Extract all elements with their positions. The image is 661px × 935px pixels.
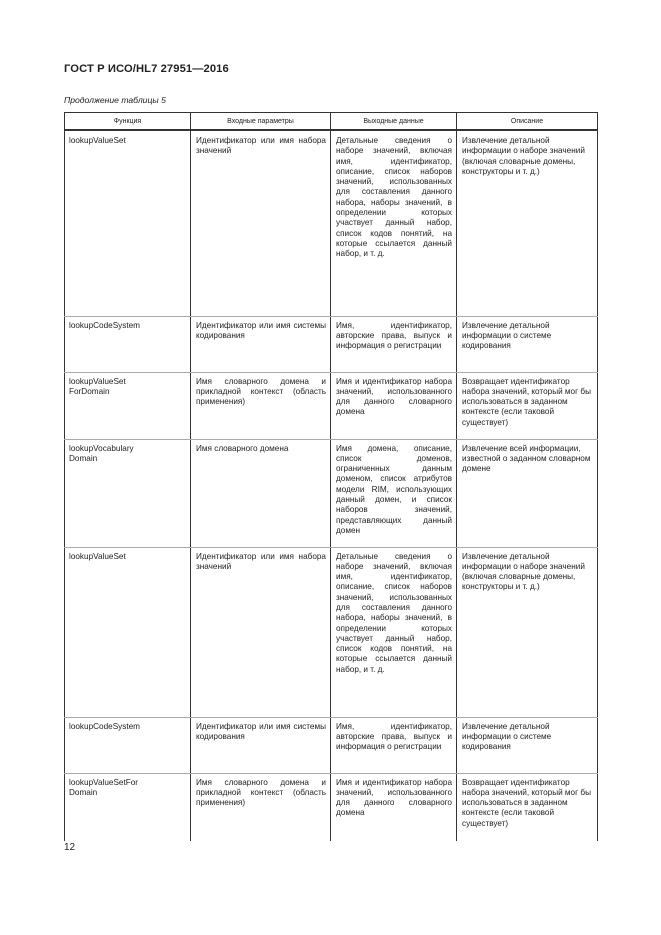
table-header-row: [65, 113, 598, 131]
column-header-function: Функция: [65, 113, 191, 131]
function-cell: lookupCodeSystem: [65, 717, 191, 773]
column-header-description: Описание: [457, 113, 598, 131]
input-cell: Имя словарного домена: [191, 439, 331, 547]
output-cell: Имя и идентификатор набора значений, использованного для данного словарного домена: [331, 372, 457, 439]
function-cell: lookupValueSetFor Domain: [65, 773, 191, 841]
description-cell: Извлечение детальной информации о наборе значений (включая словарные домены, конструкторы и т. д.): [457, 547, 598, 717]
description-cell: Извлечение детальной информации о наборе значений (включая словарные домены, конструкторы и т. д.): [457, 130, 598, 316]
input-cell: Идентификатор или имя набора значений: [191, 130, 331, 316]
input-cell: Имя словарного домена и прикладной контекст (область применения): [191, 372, 331, 439]
output-cell: Имя, идентификатор, авторские права, выпуск и информация о регистрации: [331, 316, 457, 372]
function-cell: lookupValueSet: [65, 547, 191, 717]
description-cell: Извлечение детальной информации о системе кодирования: [457, 316, 598, 372]
table-row: [65, 130, 598, 316]
page-number: 12: [64, 842, 76, 853]
input-cell: Идентификатор или имя системы кодирования: [191, 316, 331, 372]
description-cell: Извлечение детальной информации о системе кодирования: [457, 717, 598, 773]
table-row: [65, 316, 598, 372]
description-cell: Возвращает идентификатор набора значений, который мог бы использоваться в заданном контексте (если таковой существует): [457, 372, 598, 439]
table-row: [65, 372, 598, 439]
input-cell: Идентификатор или имя набора значений: [191, 547, 331, 717]
output-cell: Детальные сведения о наборе значений, включая имя, идентификатор, описание, список наборов значений, использованных для составления данного набора, наборы значений, в определении которых участвует данный набор, список кодов понятий, на которые ссылается данный набор, и т. д.: [331, 130, 457, 316]
function-cell: lookupValueSet: [65, 130, 191, 316]
table-caption: Продолжение таблицы 5: [64, 95, 166, 105]
output-cell: Детальные сведения о наборе значений, включая имя, идентификатор, описание, список наборов значений, использованных для составления данного набора, наборы значений, в определении которых участвует данный набор, список кодов понятий, на которые ссылается данный набор, и т. д.: [331, 547, 457, 717]
document-header: ГОСТ Р ИСО/HL7 27951—2016: [64, 63, 229, 75]
output-cell: Имя и идентификатор набора значений, использованного для данного словарного домена: [331, 773, 457, 841]
output-cell: Имя домена, описание, список доменов, ограниченных данным доменом, список атрибутов модели RIM, использующих данный домен, и список наборов значений, представляющих данный домен: [331, 439, 457, 547]
function-cell: lookupValueSet ForDomain: [65, 372, 191, 439]
input-cell: Имя словарного домена и прикладной контекст (область применения): [191, 773, 331, 841]
function-cell: lookupCodeSystem: [65, 316, 191, 372]
table-row: [65, 547, 598, 717]
input-cell: Идентификатор или имя системы кодирования: [191, 717, 331, 773]
column-header-input: Входные параметры: [191, 113, 331, 131]
table-row: [65, 773, 598, 841]
functions-table: [64, 112, 598, 841]
table-row: [65, 717, 598, 773]
description-cell: Извлечение всей информации, известной о заданном словарном домене: [457, 439, 598, 547]
column-header-output: Выходные данные: [331, 113, 457, 131]
output-cell: Имя, идентификатор, авторские права, выпуск и информация о регистрации: [331, 717, 457, 773]
function-cell: lookupVocabulary Domain: [65, 439, 191, 547]
description-cell: Возвращает идентификатор набора значений, который мог бы использоваться в заданном контексте (если таковой существует): [457, 773, 598, 841]
table-row: [65, 439, 598, 547]
